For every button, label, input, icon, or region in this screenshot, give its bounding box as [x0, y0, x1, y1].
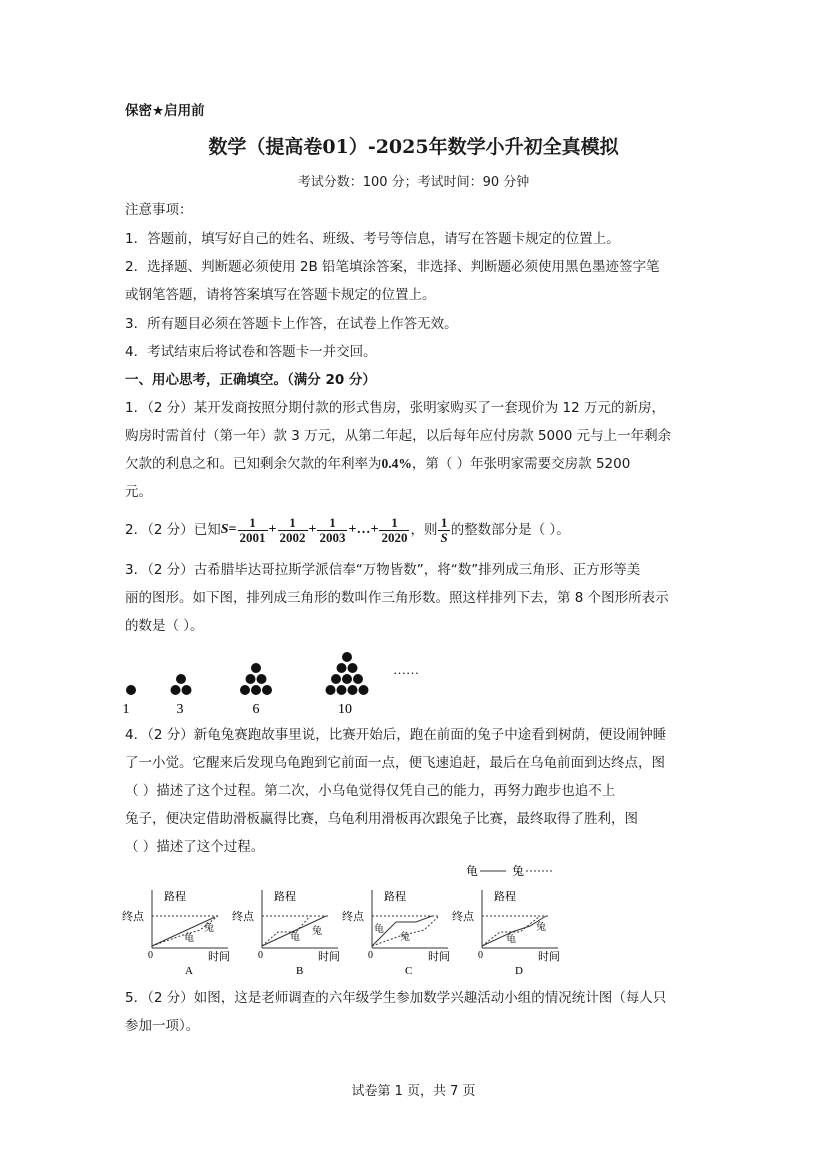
q2-f1-num: 1: [238, 516, 268, 531]
panel-a-tortoise-label: 龟: [184, 933, 194, 944]
panel-c-xlabel: 时间: [428, 951, 450, 963]
panel-b-tortoise-label: 龟: [290, 932, 300, 943]
panel-d-finish: 终点: [452, 911, 474, 923]
panel-c-hare-label: 兔: [400, 932, 410, 943]
q1-line-1: 1．（2 分）某开发商按照分期付款的形式售房，张明家购买了一套现价为 12 万元的新房，: [125, 400, 665, 416]
q1-text-a: 欠款的利息之和。已知剩余欠款的年利率为: [125, 456, 382, 472]
q2-equals: =: [228, 522, 237, 537]
q3-line-3: 的数是（ ）。: [125, 618, 204, 634]
graph-panel-d: [452, 889, 560, 977]
q2-f1-den: 2001: [239, 529, 266, 545]
panel-d-ylabel: 路程: [494, 891, 516, 903]
q2-f4-num: 1: [379, 516, 409, 531]
q2-middle: ，则: [410, 522, 438, 538]
q2-plus-2: +: [308, 522, 317, 537]
graph-panel-c: [342, 889, 450, 977]
graph-panel-b: [232, 889, 340, 977]
section-heading: 一、用心思考，正确填空。（满分 20 分）: [125, 372, 376, 388]
triangle-dot: [171, 685, 181, 695]
tri-ellipsis: ……: [393, 662, 419, 677]
triangle-dot: [262, 685, 272, 695]
triangle-dot: [182, 685, 192, 695]
panel-b-ylabel: 路程: [274, 891, 296, 903]
triangle-dot: [331, 674, 341, 684]
q3-line-1: 3．（2 分）古希腊毕达哥拉斯学派信奉“万物皆数”，将“数”排列成三角形、正方形等美: [125, 562, 641, 578]
panel-b-hare-curve: [262, 916, 310, 946]
q1-text-b: ，第（ ）年张明家需要交房款 5200: [411, 456, 631, 472]
legend-hare: 兔: [512, 864, 525, 878]
q1-rate: 0.4%: [381, 456, 412, 471]
q3-line-2: 丽的图形。如下图，排列成三角形的数叫作三角形数。照这样排列下去，第 8 个图形所表示: [125, 590, 669, 606]
q2-suffix: 的整数部分是（ ）。: [450, 522, 570, 538]
q2-fraction-2: [278, 516, 308, 545]
panel-b-caption: B: [296, 965, 304, 977]
tri-label-1: 1: [122, 702, 130, 717]
triangle-dot: [348, 663, 358, 673]
tri-label-2: 3: [176, 702, 184, 717]
panel-c-finish: 终点: [342, 911, 364, 923]
triangle-dot: [176, 674, 186, 684]
panel-a-xlabel: 时间: [208, 951, 230, 963]
notice-item-4: 4．考试结束后将试卷和答题卡一并交回。: [125, 344, 377, 360]
q2-f2-num: 1: [278, 516, 308, 531]
q2-f3-den: 2003: [319, 529, 346, 545]
triangle-dot: [326, 685, 336, 695]
q2-f3-num: 1: [317, 516, 347, 531]
triangle-dot: [342, 674, 352, 684]
triangle-dot: [348, 685, 358, 695]
panel-b-origin: 0: [258, 950, 263, 961]
q4-line-4: 兔子，便决定借助滑板赢得比赛，乌龟利用滑板再次跟兔子比赛，最终取得了胜利，图: [125, 811, 638, 827]
panel-d-origin: 0: [478, 950, 483, 961]
q5-line-1: 5．（2 分）如图，这是老师调查的六年级学生参加数学兴趣活动小组的情况统计图（每人只: [125, 990, 667, 1006]
triangle-dot: [246, 674, 256, 684]
graph-legend: [466, 864, 552, 878]
q4-line-3: （ ）描述了这个过程。第二次，小乌龟觉得仅凭自己的能力，再努力跑步也追不上: [125, 783, 616, 799]
q1-line-3: [125, 454, 630, 474]
q2-s-symbol: [221, 522, 237, 537]
race-graphs: [120, 860, 580, 980]
panel-b-xlabel: 时间: [318, 951, 340, 963]
q4-line-2: 了一小觉。它醒来后发现乌龟跑到它前面一点，便飞速追赶，最后在乌龟前面到达终点，图: [125, 755, 665, 771]
triangle-dot: [251, 685, 261, 695]
tri-label-4: 10: [338, 702, 352, 717]
page-footer: 试卷第 1 页，共 7 页: [351, 1084, 476, 1099]
exam-info: 考试分数：100 分；考试时间：90 分钟: [297, 175, 530, 190]
panel-a-caption: A: [185, 965, 193, 977]
q2-inv-den: S: [440, 529, 448, 545]
triangle-dot: [251, 663, 261, 673]
page-title: 数学（提高卷01）-2025年数学小升初全真模拟: [208, 136, 619, 158]
notice-item-2: 2．选择题、判断题必须使用 2B 铅笔填涂答案，非选择、判断题必须使用黑色墨迹签字笔: [125, 259, 660, 275]
tri-label-3: 6: [252, 702, 260, 717]
q2-f4-den: 2020: [381, 529, 408, 545]
q5-line-2: 参加一项）。: [125, 1018, 200, 1034]
q2-s: S: [220, 522, 229, 537]
panel-c-origin: 0: [368, 950, 373, 961]
q2-fraction-inverse: [438, 516, 449, 545]
q2-fraction-3: [317, 516, 347, 545]
triangle-dot: [126, 685, 136, 695]
triangle-dot: [337, 663, 347, 673]
q2-ellipsis: +…+: [348, 522, 379, 537]
panel-a-origin: 0: [148, 950, 153, 961]
triangle-dot: [337, 685, 347, 695]
notice-item-2-cont: 或钢笔答题，请将答案填写在答题卡规定的位置上。: [125, 287, 436, 303]
panel-b-finish: 终点: [232, 911, 254, 923]
panel-a-finish: 终点: [122, 911, 144, 923]
q2-plus-1: +: [268, 522, 277, 537]
q2-inv-num: 1: [438, 516, 449, 531]
q2-fraction-1: [238, 516, 268, 545]
panel-c-tortoise-label: 龟: [374, 924, 384, 935]
triangle-dot: [359, 685, 369, 695]
panel-b-hare-label: 兔: [312, 926, 322, 937]
graph-panel-a: [122, 889, 230, 977]
notice-heading: 注意事项：: [125, 202, 193, 218]
q4-line-1: 4．（2 分）新龟兔赛跑故事里说，比赛开始后，跑在前面的兔子中途看到树荫，便设闹钟睡: [125, 727, 667, 743]
q2-fraction-4: [379, 516, 409, 545]
q2-line: [125, 512, 570, 548]
panel-d-hare-label: 兔: [536, 922, 546, 933]
q4-line-5: （ ）描述了这个过程。: [125, 839, 265, 855]
panel-d-xlabel: 时间: [538, 951, 560, 963]
q1-line-2: 购房时需首付（第一年）款 3 万元，从第二年起，以后每年应付房款 5000 元与上一年剩余: [125, 428, 672, 444]
legend-tortoise: 龟: [466, 864, 479, 878]
triangle-dot: [240, 685, 250, 695]
panel-a-ylabel: 路程: [164, 891, 186, 903]
panel-c-ylabel: 路程: [384, 891, 406, 903]
triangle-dots: [126, 652, 369, 695]
q1-line-4: 元。: [125, 484, 152, 500]
panel-d-tortoise-label: 龟: [506, 934, 516, 945]
notice-item-1: 1．答题前，填写好自己的姓名、班级、考号等信息，请写在答题卡规定的位置上。: [125, 231, 620, 247]
triangle-dot: [353, 674, 363, 684]
q2-f2-den: 2002: [279, 529, 306, 545]
triangle-dot: [342, 652, 352, 662]
q2-prefix: 2．（2 分）已知: [125, 522, 221, 538]
triangle-dot: [257, 674, 267, 684]
triangle-number-figure: [115, 640, 435, 720]
panel-d-caption: D: [515, 965, 523, 977]
panel-c-caption: C: [405, 965, 413, 977]
panel-a-hare-label: 兔: [204, 923, 214, 934]
confidential-label: 保密★启用前: [125, 103, 205, 119]
notice-item-3: 3．所有题目必须在答题卡上作答，在试卷上作答无效。: [125, 316, 458, 332]
